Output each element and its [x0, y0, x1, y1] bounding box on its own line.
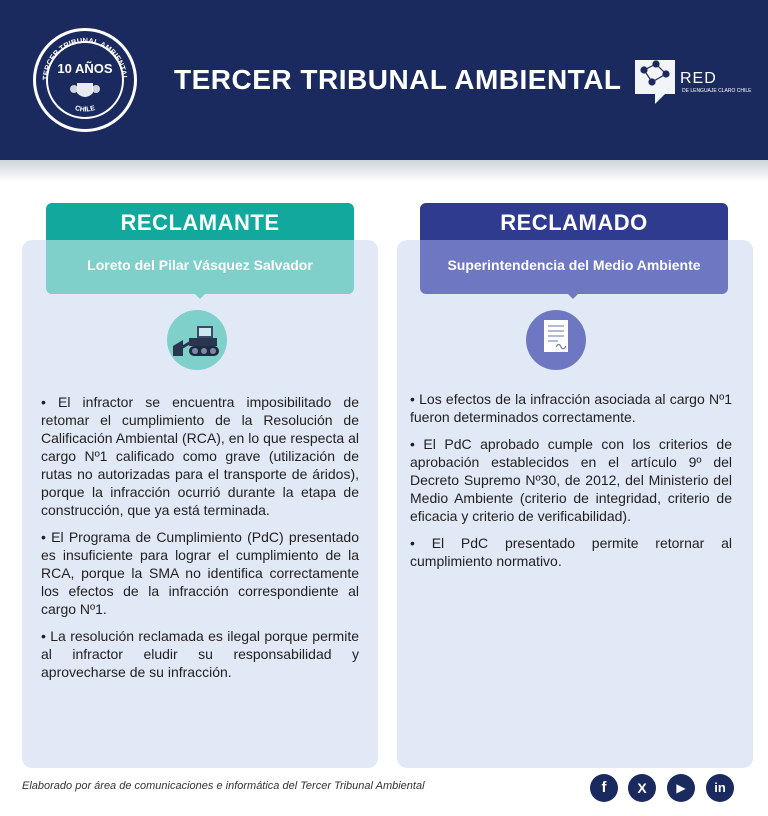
x-twitter-icon[interactable]: X [628, 774, 656, 802]
list-item: • El PdC presentado permite retornar al cumplimiento normativo. [410, 535, 732, 569]
reclamante-name: Loreto del Pilar Vásquez Salvador [46, 240, 354, 294]
seal-ring-icon [36, 31, 134, 129]
reclamado-label: RECLAMADO [420, 203, 728, 243]
linkedin-icon[interactable]: in [706, 774, 734, 802]
reclamante-label: RECLAMANTE [46, 203, 354, 243]
reclamado-bullet-list [410, 390, 732, 579]
reclamado-pointer [566, 292, 580, 299]
svg-text:TERCER TRIBUNAL AMBIENTAL: TERCER TRIBUNAL AMBIENTAL [40, 35, 130, 81]
list-item: • Los efectos de la infracción asociada al cargo Nº1 fueron determinados correctamente. [410, 391, 732, 425]
bulldozer-icon [167, 310, 227, 370]
reclamado-name: Superintendencia del Medio Ambiente [420, 240, 728, 294]
youtube-icon[interactable]: ▶ [667, 774, 695, 802]
header-banner [0, 0, 768, 160]
seal-anniversary-text: 10 AÑOS [57, 61, 113, 76]
reclamante-pointer [193, 292, 207, 299]
footer-credit: Elaborado por área de comunicaciones e informática del Tercer Tribunal Ambiental [22, 780, 425, 792]
red-logo-text: RED [680, 70, 717, 87]
header-shadow [0, 160, 768, 182]
facebook-icon[interactable]: f [590, 774, 618, 802]
reclamante-icon-circle [167, 310, 227, 370]
list-item: • El infractor se encuentra imposibilitado de retomar el cumplimiento de la Resolución de Calificación Ambiental (RCA), en lo que respecta al cargo Nº1 calificado como grave (utilización de rutas no autorizadas para el transporte de áridos), porque la infracción ocurrió durante la etapa de construcción, que ya está terminada. [41, 394, 359, 518]
svg-text:CHILE: CHILE [74, 105, 96, 114]
document-icon [526, 310, 586, 370]
red-logo-subtext: DE LENGUAJE CLARO CHILE [682, 88, 752, 94]
page-title: TERCER TRIBUNAL AMBIENTAL [174, 64, 622, 95]
reclamado-icon-circle [526, 310, 586, 370]
list-item: • El Programa de Cumplimiento (PdC) presentado es insuficiente para lograr el cumplimiento de la RCA, porque la SMA no identifica correctamente los efectos de la infracción correspondiente al cargo Nº1. [41, 529, 359, 617]
list-item: • La resolución reclamada es ilegal porque permite al infractor eludir su responsabilidad y aprovecharse de su infracción. [41, 628, 359, 680]
list-item: • El PdC aprobado cumple con los criterios de aprobación establecidos en el artículo 9º del Decreto Supremo Nº30, de 2012, del Ministerio del Medio Ambiente (criterio de integridad, criterio de eficacia y criterio de verificabilidad). [410, 436, 732, 524]
tribunal-seal-logo [33, 28, 137, 132]
reclamante-bullet-list [41, 393, 359, 690]
